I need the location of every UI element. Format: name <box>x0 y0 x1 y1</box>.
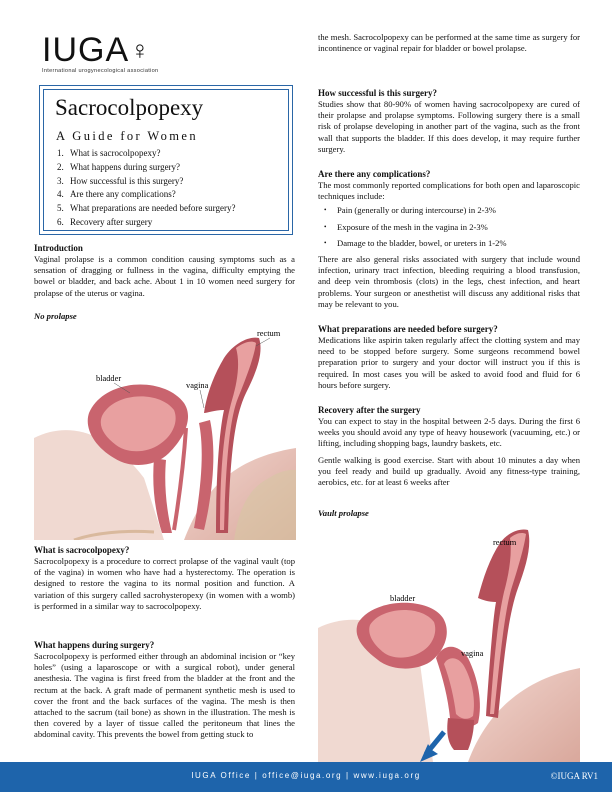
what-is-heading: What is sacrocolpopexy? <box>34 545 130 555</box>
footer-copyright: ©IUGA RV1 <box>550 771 598 781</box>
figure-caption-no-prolapse: No prolapse <box>34 311 77 321</box>
toc-item: 4. Are there any complications? <box>57 189 176 200</box>
page-subtitle: A Guide for Women <box>56 129 198 143</box>
what-is-section <box>34 545 295 612</box>
figure-caption-vault-prolapse: Vault prolapse <box>318 508 369 518</box>
list-item: • Pain (generally or during intercourse) in 2-3% <box>318 205 580 216</box>
complications-intro: The most commonly reported complications for both open and laparoscopic techniques include: <box>318 180 580 202</box>
label-rectum: rectum <box>493 538 517 547</box>
toc-item: 3. How successful is this surgery? <box>57 175 184 186</box>
during-section <box>34 640 295 741</box>
logo-subtitle: International urogynecological association <box>42 68 159 74</box>
during-continued-text: the mesh. Sacrocolpopexy can be performed at the same time as surgery for incontinence or vaginal repair for bladder or bowel prolapse. <box>318 32 580 54</box>
label-bladder: bladder <box>96 374 122 383</box>
preparations-heading: What preparations are needed before surgery? <box>318 324 498 334</box>
during-text: Sacrocolpopexy is performed either through an abdominal incision or “key holes” (using a laparoscope or with a surgical robot), under general anesthesia. The vagina is first freed from the bladder at the front and the rectum at the back. A graft made of permanent synthetic mesh is used to cover the front and the back surfaces of the vagina. The mesh is then attached to the sacrum (tail bone) as shown in the illustration. The mesh is then covered by a layer of tissue called the peritoneum that lines the abdominal cavity. This prevents the bowel from getting stuck to <box>34 651 295 740</box>
success-heading: How successful is this surgery? <box>318 88 437 98</box>
what-is-text: Sacrocolpopexy is a procedure to correct prolapse of the vaginal vault (top of the vagina) in women who have had a hysterectomy. The operation is designed to restore the vagina to its normal position and function. A variation of this surgery called sacrohysteropexy (in women with a womb) is performed in a similar way to sacrocolpopexy. <box>34 556 295 611</box>
footer-contact: IUGA Office | office@iuga.org | www.iuga.org <box>191 771 421 780</box>
footer-bar <box>0 762 612 792</box>
intro-text: Vaginal prolapse is a common condition causing symptoms such as a sensation of dragging or fullness in the vagina, difficulty emptying the bowel or bladder, and back ache. About 1 in 10 women need surgery for prolapse of the uterus or vagina. <box>34 254 295 298</box>
preparations-section <box>318 324 580 391</box>
complications-list <box>318 205 580 249</box>
label-bladder: bladder <box>390 594 416 603</box>
anatomy-illustration-no-prolapse <box>34 318 296 540</box>
recovery-heading: Recovery after the surgery <box>318 405 421 415</box>
preparations-text: Medications like aspirin taken regularly affect the clotting system and may need to be stopped before surgery. Some surgeons recommend bowel preparation prior to surgery and your doctor will instruct you if this is required. In most cases you will be asked to avoid food and fluid for 6 hours before surgery. <box>318 335 580 390</box>
table-of-contents <box>57 147 236 230</box>
complications-section <box>318 169 580 310</box>
list-item: • Exposure of the mesh in the vagina in 2-3% <box>318 222 580 233</box>
recovery-text-1: You can expect to stay in the hospital between 2-5 days. During the first 6 weeks you should avoid any type of heavy housework (vacuuming, etc.) or lifting, including shopping bags, laundry baskets, etc. <box>318 416 580 449</box>
complications-outro: There are also general risks associated with surgery that include wound infection, urinary tract infection, bleeding requiring a blood transfusion, and deep vein thrombosis (clots) in the legs, chest infection, and heart problems. Your surgeon or anesthetist will discuss any additional risks that may be relevant to you. <box>318 254 580 309</box>
recovery-text-2: Gentle walking is good exercise. Start with about 10 minutes a day when you feel ready and build up gradually. Avoid any fitness-type training, aerobics, etc. for at least 6 weeks after <box>318 454 580 488</box>
during-continued <box>318 32 580 54</box>
toc-item: 5. What preparations are needed before surgery? <box>57 203 236 214</box>
iuga-logo <box>42 33 151 67</box>
toc-item: 2. What happens during surgery? <box>57 161 181 172</box>
title-box-inner <box>43 89 289 231</box>
during-heading: What happens during surgery? <box>34 640 155 650</box>
complications-heading: Are there any complications? <box>318 169 431 179</box>
title-box <box>39 85 293 235</box>
toc-item: 6. Recovery after surgery <box>57 216 153 227</box>
intro-heading: Introduction <box>34 243 83 253</box>
list-item: • Damage to the bladder, bowel, or ureters in 1-2% <box>318 238 580 249</box>
label-rectum: rectum <box>257 329 281 338</box>
logo-name: IUGA <box>42 31 130 69</box>
success-section <box>318 88 580 155</box>
page-title: Sacrocolpopexy <box>55 95 204 120</box>
anatomy-illustration-vault-prolapse <box>318 518 580 762</box>
label-vagina: vagina <box>461 649 484 658</box>
toc-item: 1. What is sacrocolpopexy? <box>57 148 161 158</box>
female-symbol-icon: ♀ <box>130 35 151 65</box>
success-text: Studies show that 80-90% of women having sacrocolpopexy are cured of their prolapse and prolapse symptoms. Following surgery there is a small risk of prolapse developing in another part of the vagina, such as the front wall that supports the bladder. If this does develop, it may require further surgery. <box>318 99 580 154</box>
recovery-section <box>318 405 580 488</box>
intro-section <box>34 243 295 299</box>
label-vagina: vagina <box>186 381 209 390</box>
